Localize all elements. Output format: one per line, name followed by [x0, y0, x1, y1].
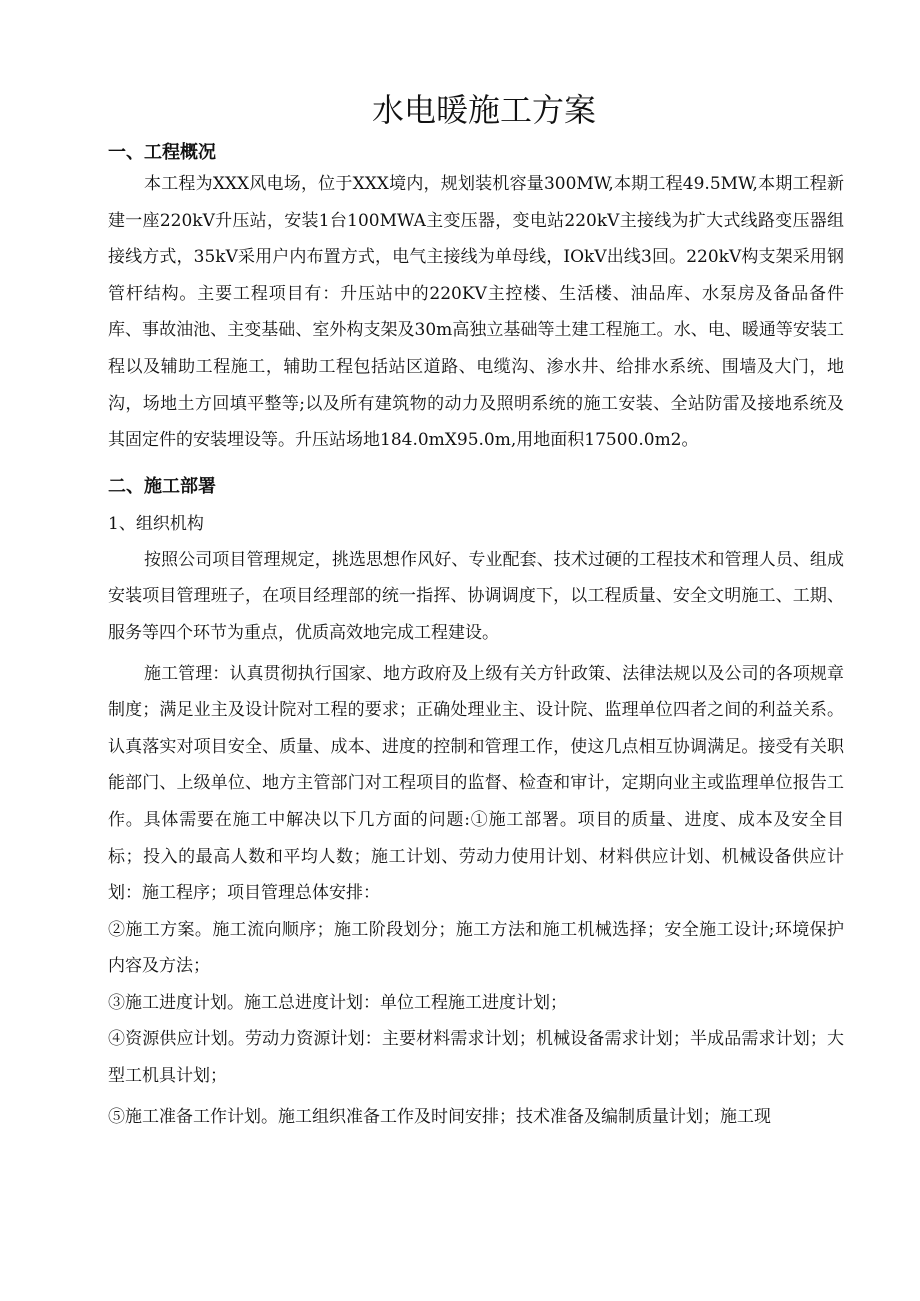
overview-paragraph: 本工程为XXX风电场，位于XXX境内，规划装机容量300MW,本期工程49.5MW,本期工程新建一座220kV升压站，安装1台100MWA主变压器，变电站220kV主接线为扩大式线路变压器组接线方式，35kV采用户内布置方式，电气主接线为单母线，IOkV出线3回。220kV构支架采用钢管杆结构。主要工程项目有：升压站中的220KV主控楼、生活楼、油品库、水泵房及备品备件库、事故油池、主变基础、室外构支架及30m高独立基础等土建工程施工。水、电、暖通等安装工程以及辅助工程施工，辅助工程包括站区道路、电缆沟、渗水井、给排水系统、围墙及大门，地沟，场地土方回填平整等;以及所有建筑物的动力及照明系统的施工安装、全站防雷及接地系统及其固定件的安装埋设等。升压站场地184.0mX95.0m,用地面积17500.0m2。 — [108, 174, 844, 451]
list-item-construction-plan: ②施工方案。施工流向顺序；施工阶段划分；施工方法和施工机械选择；安全施工设计;环境保护内容及方法； — [108, 919, 844, 977]
list-item-preparation-plan: ⑤施工准备工作计划。施工组织准备工作及时间安排；技术准备及编制质量计划；施工现 — [108, 1106, 771, 1127]
section-heading-deployment: 二、施工部署 — [108, 475, 216, 497]
list-item-resource-plan: ④资源供应计划。劳动力资源计划：主要材料需求计划；机械设备需求计划；半成品需求计划；大型工机具计划； — [108, 1029, 844, 1087]
section-heading-overview: 一、工程概况 — [108, 142, 216, 163]
document-title: 水电暖施工方案 — [371, 91, 596, 129]
organization-paragraph: 按照公司项目管理规定，挑选思想作风好、专业配套、技术过硬的工程技术和管理人员、组成安装项目管理班子，在项目经理部的统一指挥、协调调度下，以工程质量、安全文明施工、工期、服务等四个环节为重点，优质高效地完成工程建设。 — [108, 549, 844, 643]
document-page — [108, 80, 844, 1135]
management-paragraph: 施工管理：认真贯彻执行国家、地方政府及上级有关方针政策、法律法规以及公司的各项规章制度；满足业主及设计院对工程的要求；正确处理业主、设计院、监理单位四者之间的利益关系。认真落实对项目安全、质量、成本、进度的控制和管理工作，使这几点相互协调满足。接受有关职能部门、上级单位、地方主管部门对工程项目的监督、检查和审计，定期向业主或监理单位报告工作。具体需要在施工中解决以下几方面的问题:①施工部署。项目的质量、进度、成本及安全目标；投入的最高人数和平均人数；施工计划、劳动力使用计划、材料供应计划、机械设备供应计划：施工程序；项目管理总体安排： — [108, 663, 844, 904]
subheading-organization: 1、组织机构 — [108, 513, 204, 534]
list-item-schedule-plan: ③施工进度计划。施工总进度计划：单位工程施工进度计划； — [108, 992, 567, 1013]
